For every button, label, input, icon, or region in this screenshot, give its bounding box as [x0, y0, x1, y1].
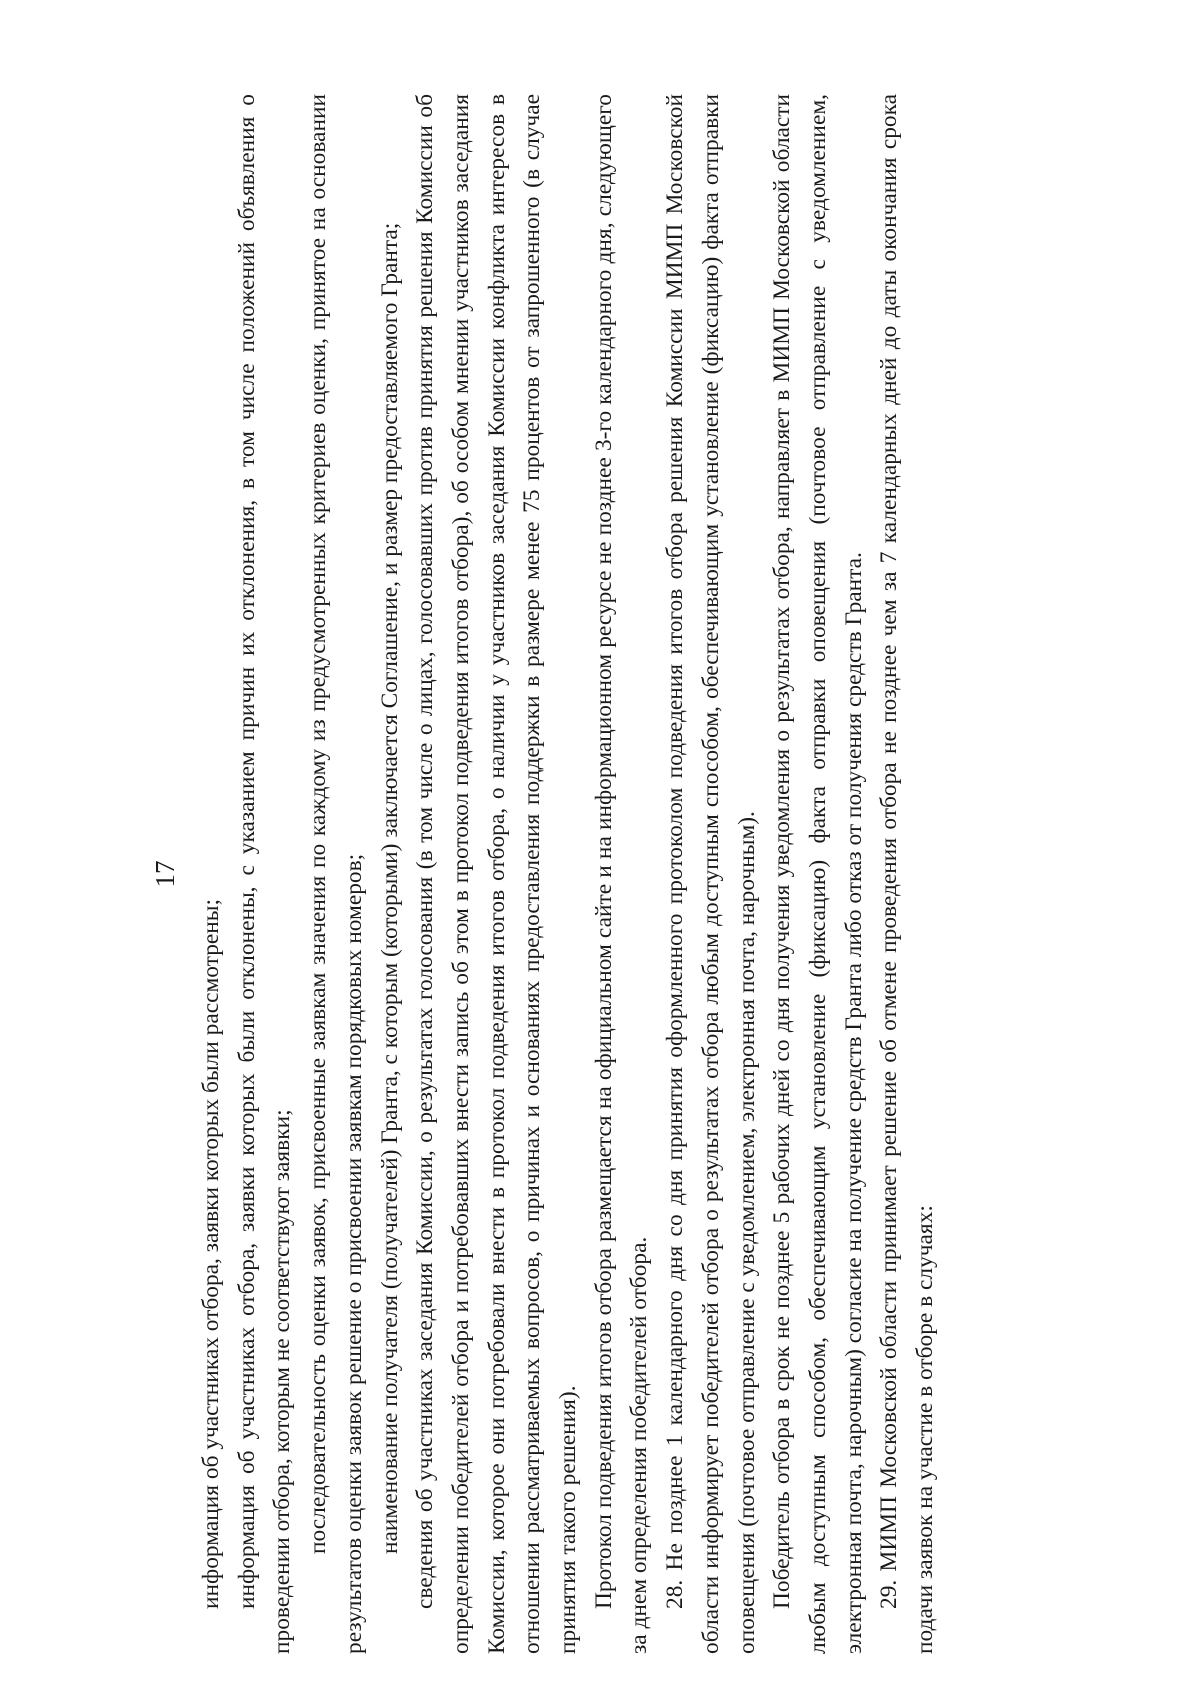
paragraph: сведения об участниках заседания Комиссии, о результатах голосования (в том числе о лицах, голосовавших против принятия решения Комиссии об определении победителей отбора и потребовавших внести запись об этом в протокол подведения итогов отбора), об особом мнении участников заседания Комиссии, которое они потребовали внести в протокол подведения итогов отбора, о наличии у участников заседания Комиссии конфликта интересов в отношении рассматриваемых вопросов, о причинах и основаниях предоставления поддержки в размере менее 75 процентов от запрошенного (в случае принятия такого решения). — [412, 94, 582, 1654]
paragraph: 28. Не позднее 1 календарного дня со дня принятия оформленного протоколом подведения итогов отбора решения Комиссии МИМП Московской области информирует победителей отбора о результатах отбора любым доступным способом, обеспечивающим установление (фиксацию) факта отправки оповещения (почтовое отправление с уведомлением, электронная почта, нарочным). — [662, 94, 760, 1654]
paragraph: Протокол подведения итогов отбора размещается на официальном сайте и на информационном ресурсе не позднее 3-го календарного дня, следующего за днем определения победителей отбора. — [590, 94, 653, 1654]
paragraph: 29. МИМП Московской области принимает решение об отмене проведения отбора не позднее чем за 7 календарных дней до даты окончания срока подачи заявок на участие в отборе в случаях: — [876, 94, 939, 1654]
paragraph: наименование получателя (получателей) Гранта, с которым (которыми) заключается Соглашение, и размер предоставляемого Гранта; — [376, 222, 403, 1554]
paragraph: информация об участниках отбора, заявки которых были рассмотрены; — [198, 898, 224, 1609]
document-body — [194, 94, 944, 1654]
paragraph: информация об участниках отбора, заявки которых были отклонены, с указанием причин их отклонения, в том числе положений объявления о проведении отбора, которым не соответствуют заявки; — [233, 94, 296, 1654]
paragraph: Победитель отбора в срок не позднее 5 рабочих дней со дня получения уведомления о результатах отбора, направляет в МИМП Московской области любым доступным способом, обеспечивающим установление (фиксацию) факта отправки оповещения (почтовое отправление с уведомлением, электронная почта, нарочным) согласие на получение средств Гранта либо отказ от получения средств Гранта. — [769, 94, 867, 1654]
page-number: 17 — [150, 860, 180, 888]
paragraph: последовательность оценки заявок, присвоенные заявкам значения по каждому из предусмотренных критериев оценки, принятое на основании результатов оценки заявок решение о присвоении заявкам порядковых номеров; — [305, 94, 367, 1654]
rotated-page — [150, 94, 1050, 1654]
